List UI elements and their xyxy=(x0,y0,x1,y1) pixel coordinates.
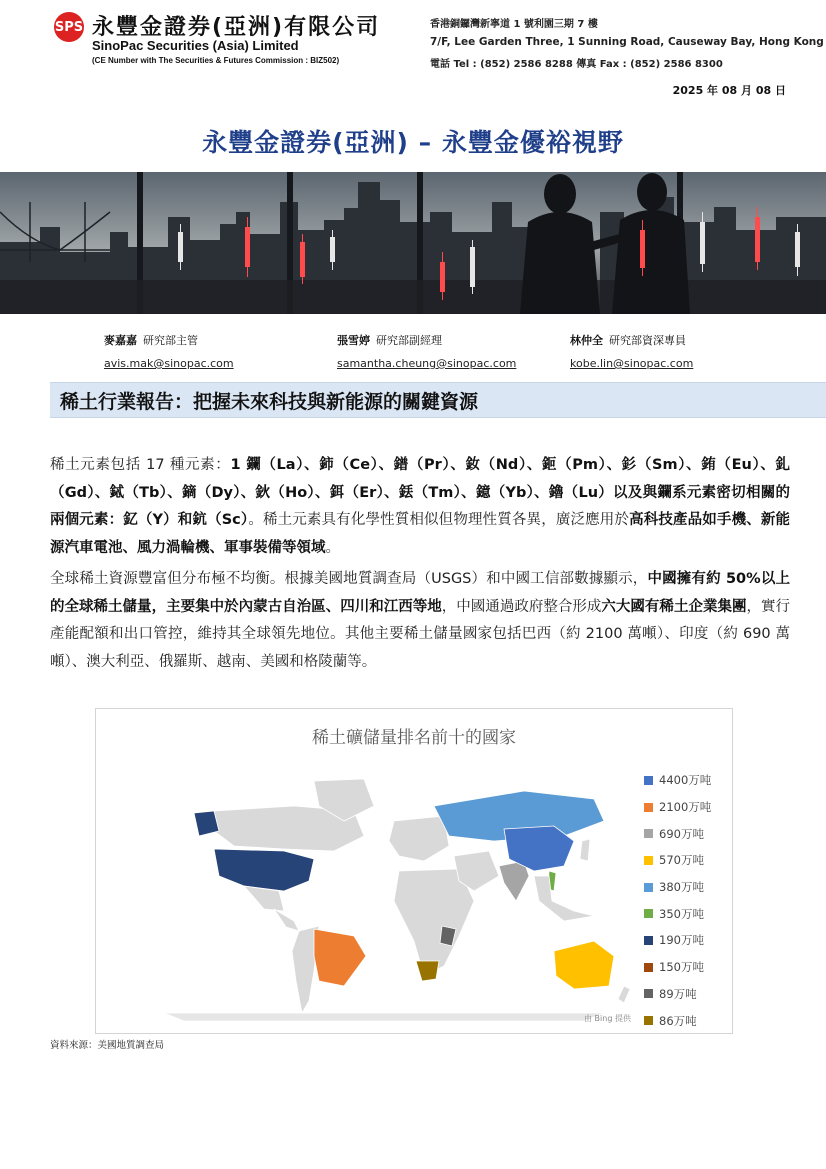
region-southeast-asia xyxy=(534,876,594,921)
legend-item xyxy=(644,847,711,874)
analyst-role: 研究部副經理 xyxy=(376,334,442,347)
legend-item xyxy=(644,981,711,1008)
bold-text: 1 鑭（La）、鈰（Ce）、鐠（Pr）、釹（Nd）、鉕（Pm）、釤（Sm）、銪（Eu）、釓（Gd）、鋱（Tb）、鏑（Dy）、鈥（Ho）、鉺（Er）、銩（Tm）、鐿（Yb）、鑥（Lu）以及與鑭系元素密切相關的兩個元素：釔（Y）和鈧（Sc） xyxy=(50,457,790,528)
bold-text: 六大國有稀土企業集團 xyxy=(601,598,747,615)
text: ，實行產能配額和出口管控，維持其全球領先地位。其他主要稀土儲量國家包括巴西（約 2100 萬噸）、印度（約 690 萬噸）、澳大利亞、俄羅斯、越南、美國和格陵蘭等。 xyxy=(50,598,791,670)
company-name-cn: 永豐金證券(亞洲)有限公司 xyxy=(92,15,381,40)
region-alaska xyxy=(194,811,219,836)
region-brazil xyxy=(314,929,366,986)
text: 。 xyxy=(325,539,340,556)
data-source-note: 資料來源：美國地質調查局 xyxy=(50,1040,165,1051)
legend-label: 350万吨 xyxy=(659,906,704,921)
region-europe xyxy=(389,816,449,861)
legend-label: 690万吨 xyxy=(659,826,704,841)
banner-image xyxy=(0,172,826,314)
address-cn: 香港銅鑼灣新寧道 1 號利園三期 7 樓 xyxy=(430,19,598,30)
analyst-email-link[interactable]: avis.mak@sinopac.com xyxy=(104,357,234,370)
address-en: 7/F, Lee Garden Three, 1 Sunning Road, Causeway Bay, Hong Kong xyxy=(430,36,824,48)
legend-swatch xyxy=(644,963,653,972)
legend-swatch xyxy=(644,856,653,865)
legend-swatch xyxy=(644,829,653,838)
analyst-role: 研究部主管 xyxy=(143,334,198,347)
world-map xyxy=(104,751,634,1021)
analyst-email-link[interactable]: kobe.lin@sinopac.com xyxy=(570,357,694,370)
analyst-2 xyxy=(337,332,516,370)
legend-label: 570万吨 xyxy=(659,853,704,868)
paragraph-elements xyxy=(50,452,790,562)
analyst-1 xyxy=(104,332,234,370)
legend-item xyxy=(644,927,711,954)
text: 稀土元素包括 17 種元素： xyxy=(50,457,231,473)
legend-item xyxy=(644,1007,711,1034)
legend-label: 86万吨 xyxy=(659,1013,697,1028)
chart-legend xyxy=(644,767,711,1034)
section-heading: 稀土行業報告：把握未來科技與新能源的關鍵資源 xyxy=(50,382,826,418)
region-africa xyxy=(394,869,474,976)
reserves-map-chart xyxy=(95,708,733,1034)
legend-swatch xyxy=(644,883,653,892)
legend-swatch xyxy=(644,803,653,812)
legend-label: 4400万吨 xyxy=(659,773,712,788)
legend-label: 89万吨 xyxy=(659,986,697,1001)
region-antarctica xyxy=(164,1013,604,1021)
region-central-america xyxy=(274,909,299,931)
text: ，中國通過政府整合形成 xyxy=(441,598,602,615)
legend-item xyxy=(644,767,711,794)
legend-item xyxy=(644,900,711,927)
legend-label: 2100万吨 xyxy=(659,800,712,815)
text: 。稀土元素具有化學性質相似但物理性質各異，廣泛應用於 xyxy=(248,512,630,528)
bold-text: 中國擁有約 50%以上的全球稀土儲量，主要集中於內蒙古自治區、四川和江西等地 xyxy=(50,571,790,615)
region-japan xyxy=(580,839,590,861)
chart-title: 稀土礦儲量排名前十的國家 xyxy=(312,728,516,748)
page-title: 永豐金證券(亞洲) – 永豐金優裕視野 xyxy=(202,128,624,157)
region-australia xyxy=(554,941,614,989)
ce-number: (CE Number with The Securities & Futures Commission : BIZ502) xyxy=(92,56,340,65)
analyst-email-link[interactable]: samantha.cheung@sinopac.com xyxy=(337,357,517,370)
legend-label: 150万吨 xyxy=(659,960,704,975)
report-date: 2025 年 08 月 08 日 xyxy=(672,84,786,97)
analyst-name: 麥嘉嘉 xyxy=(104,334,137,347)
legend-swatch xyxy=(644,909,653,918)
text: 全球稀土資源豐富但分布極不均衡。根據美國地質調查局（USGS）和中國工信部數據顯示， xyxy=(50,571,648,587)
legend-label: 190万吨 xyxy=(659,933,704,948)
bold-text: 高科技產品如手機、新能源汽車電池、風力渦輪機、軍事裝備等領域 xyxy=(50,512,791,556)
legend-swatch xyxy=(644,776,653,785)
paragraph-distribution xyxy=(50,566,790,676)
phone-fax: 電話 Tel : (852) 2586 8288 傳真 Fax : (852) 2586 8300 xyxy=(430,59,723,70)
legend-swatch xyxy=(644,1016,653,1025)
legend-swatch xyxy=(644,989,653,998)
analyst-name: 張雪婷 xyxy=(337,334,370,347)
analyst-role: 研究部資深專員 xyxy=(609,334,686,347)
legend-item xyxy=(644,874,711,901)
legend-item xyxy=(644,820,711,847)
region-india xyxy=(499,861,529,901)
analyst-name: 林仲全 xyxy=(570,334,603,347)
legend-label: 380万吨 xyxy=(659,880,704,895)
legend-item xyxy=(644,954,711,981)
company-name-en: SinoPac Securities (Asia) Limited xyxy=(92,38,299,53)
legend-swatch xyxy=(644,936,653,945)
analyst-3 xyxy=(570,332,693,370)
company-logo-icon: SPS xyxy=(54,12,84,42)
legend-item xyxy=(644,794,711,821)
region-south-africa xyxy=(416,961,439,981)
region-usa xyxy=(214,849,314,891)
map-attribution: 由 Bing 提供 xyxy=(584,1014,631,1023)
region-new-zealand xyxy=(618,986,630,1003)
